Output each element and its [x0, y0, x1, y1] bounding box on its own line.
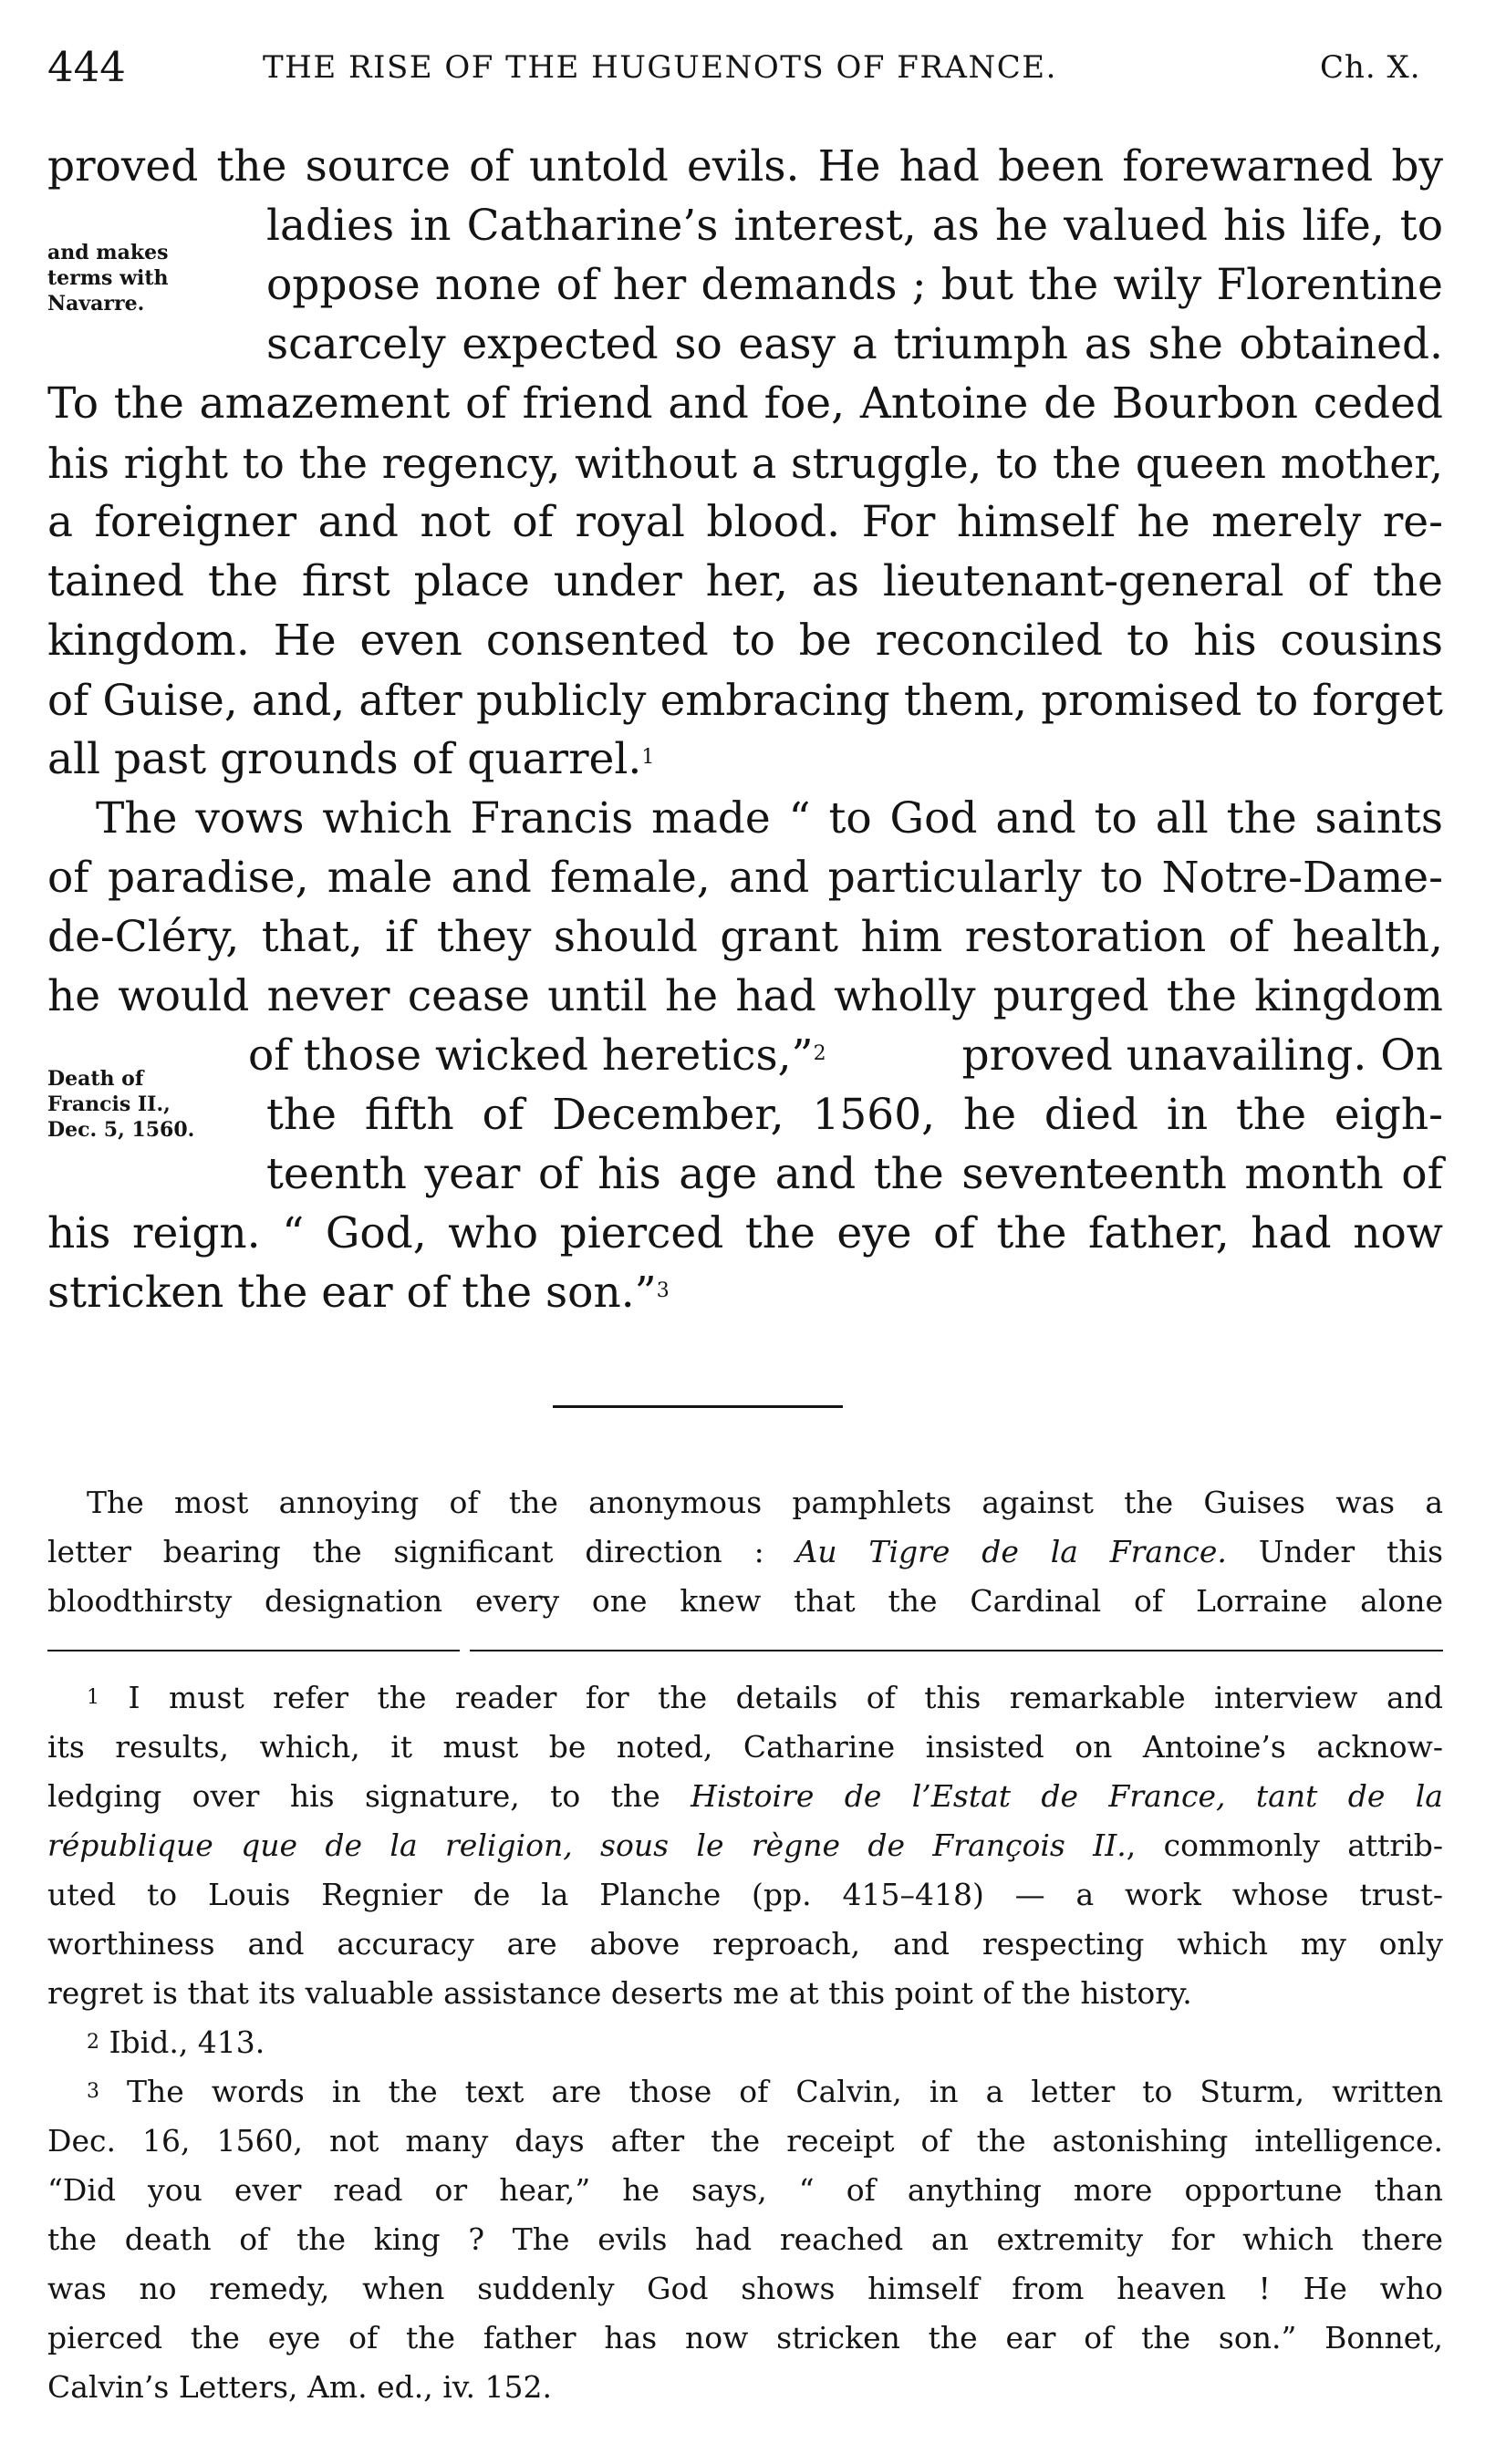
section-divider — [553, 1405, 843, 1408]
footnote-line — [87, 2072, 1443, 2112]
footnote-line: uted to Louis Regnier de la Planche (pp. 415–418) — a work whose trust- — [47, 1877, 1443, 1912]
footnote-italic: république que de la religion, sous le règne de François II. — [47, 1827, 1127, 1863]
text-line: scarcely expected so easy a triumph as she obtained. — [266, 319, 1443, 369]
text-line: he would never cease until he had wholly purged the kingdom — [47, 971, 1443, 1021]
text-line: teenth year of his age and the seventeenth month of — [266, 1149, 1443, 1199]
footnote-line: worthiness and accuracy are above reproach, and respecting which my only — [47, 1926, 1443, 1962]
margin-note-line: Navarre. — [47, 292, 145, 316]
text-line: tained the first place under her, as lieutenant-general of the — [47, 556, 1443, 606]
margin-note-line: and makes — [47, 241, 169, 264]
footnote-number: 1 — [87, 1686, 99, 1709]
footnote-ref: 1 — [641, 746, 655, 769]
footnote-number: 2 — [87, 2031, 99, 2054]
margin-note-line: Francis II., — [47, 1092, 171, 1116]
text-line: proved the source of untold evils. He had been forewarned by — [47, 141, 1443, 192]
text-line: of Guise, and, after publicly embracing them, promised to forget — [47, 676, 1443, 725]
text-line: a foreigner and not of royal blood. For himself he merely re- — [47, 497, 1443, 547]
note-line — [47, 1532, 1443, 1572]
footnote-line: pierced the eye of the father has now stricken the ear of the son.” Bonnet, — [47, 2320, 1443, 2355]
footnote-text: , commonly attrib- — [1126, 1827, 1443, 1863]
footnote-text: ledging over his signature, to the — [47, 1778, 660, 1814]
text-line: ladies in Catharine’s interest, as he valued his life, to — [266, 201, 1443, 251]
footnote-line — [87, 1678, 1443, 1718]
text-line — [248, 1030, 1443, 1082]
footnote-line: was no remedy, when suddenly God shows himself from heaven ! He who — [47, 2271, 1443, 2306]
footnote-ref: 2 — [813, 1042, 826, 1065]
footnote-line — [47, 1776, 1443, 1817]
footnote-line: the death of the king ? The evils had reached an extremity for which there — [47, 2221, 1443, 2257]
footnote-rule-left — [47, 1650, 460, 1651]
running-title: THE RISE OF THE HUGUENOTS OF FRANCE. — [263, 49, 1057, 86]
note-line: The most annoying of the anonymous pamphlets against the Guises was a — [87, 1485, 1443, 1520]
text-line: oppose none of her demands ; but the wily Florentine — [266, 260, 1443, 310]
footnote-line — [47, 1826, 1443, 1866]
margin-note-line: Death of — [47, 1067, 144, 1091]
text-line: his right to the regency, without a struggle, to the queen mother, — [47, 439, 1443, 488]
note-line: bloodthirsty designation every one knew that the Cardinal of Lorraine alone — [47, 1583, 1443, 1619]
page-number: 444 — [47, 43, 126, 91]
text-line — [47, 734, 1443, 785]
text-line — [47, 1268, 1443, 1319]
text-line-content: proved unavailing. On — [961, 1030, 1443, 1081]
footnote-text: Ibid., 413. — [109, 2024, 265, 2060]
footnote-italic: Histoire de l’Estat de France, tant de la — [691, 1778, 1443, 1814]
chapter-label: Ch. X. — [1320, 49, 1421, 86]
margin-note-line: terms with — [47, 266, 169, 290]
note-italic: Au Tigre de la France. — [795, 1534, 1227, 1569]
text-line-content: all past grounds of quarrel. — [47, 734, 642, 784]
text-line-content: stricken the ear of the son.” — [47, 1268, 657, 1318]
text-line: de-Cléry, that, if they should grant him restoration of health, — [47, 912, 1443, 962]
footnote-ref: 3 — [656, 1279, 670, 1302]
text-line: The vows which Francis made “ to God and to all the saints — [96, 793, 1443, 844]
text-line: To the amazement of friend and foe, Antoine de Bourbon ceded — [47, 378, 1443, 429]
footnote-text: I must refer the reader for the details of this remarkable interview and — [128, 1680, 1443, 1715]
footnote-number: 3 — [87, 2080, 99, 2103]
footnote-line — [87, 2023, 1443, 2063]
note-text: letter bearing the significant direction : — [47, 1534, 764, 1569]
footnote-text: The words in the text are those of Calvin, in a letter to Sturm, written — [127, 2074, 1443, 2109]
text-line: of paradise, male and female, and particularly to Notre-Dame- — [47, 853, 1443, 903]
text-line: the fifth of December, 1560, he died in the eigh- — [266, 1090, 1443, 1140]
footnote-line: “Did you ever read or hear,” he says, “ of anything more opportune than — [47, 2172, 1443, 2208]
footnote-rule-right — [470, 1650, 1443, 1651]
text-line-content: of those wicked heretics,” — [248, 1030, 814, 1081]
footnote-line: its results, which, it must be noted, Catharine insisted on Antoine’s acknow- — [47, 1729, 1443, 1765]
note-text: Under this — [1258, 1534, 1444, 1569]
text-line: kingdom. He even consented to be reconciled to his cousins — [47, 616, 1443, 666]
margin-note-line: Dec. 5, 1560. — [47, 1118, 195, 1142]
footnote-line: regret is that its valuable assistance deserts me at this point of the history. — [47, 1975, 1192, 2011]
footnote-line: Calvin’s Letters, Am. ed., iv. 152. — [47, 2369, 552, 2405]
footnote-line: Dec. 16, 1560, not many days after the receipt of the astonishing intelligence. — [47, 2123, 1443, 2159]
text-line: his reign. “ God, who pierced the eye of the father, had now — [47, 1208, 1443, 1258]
